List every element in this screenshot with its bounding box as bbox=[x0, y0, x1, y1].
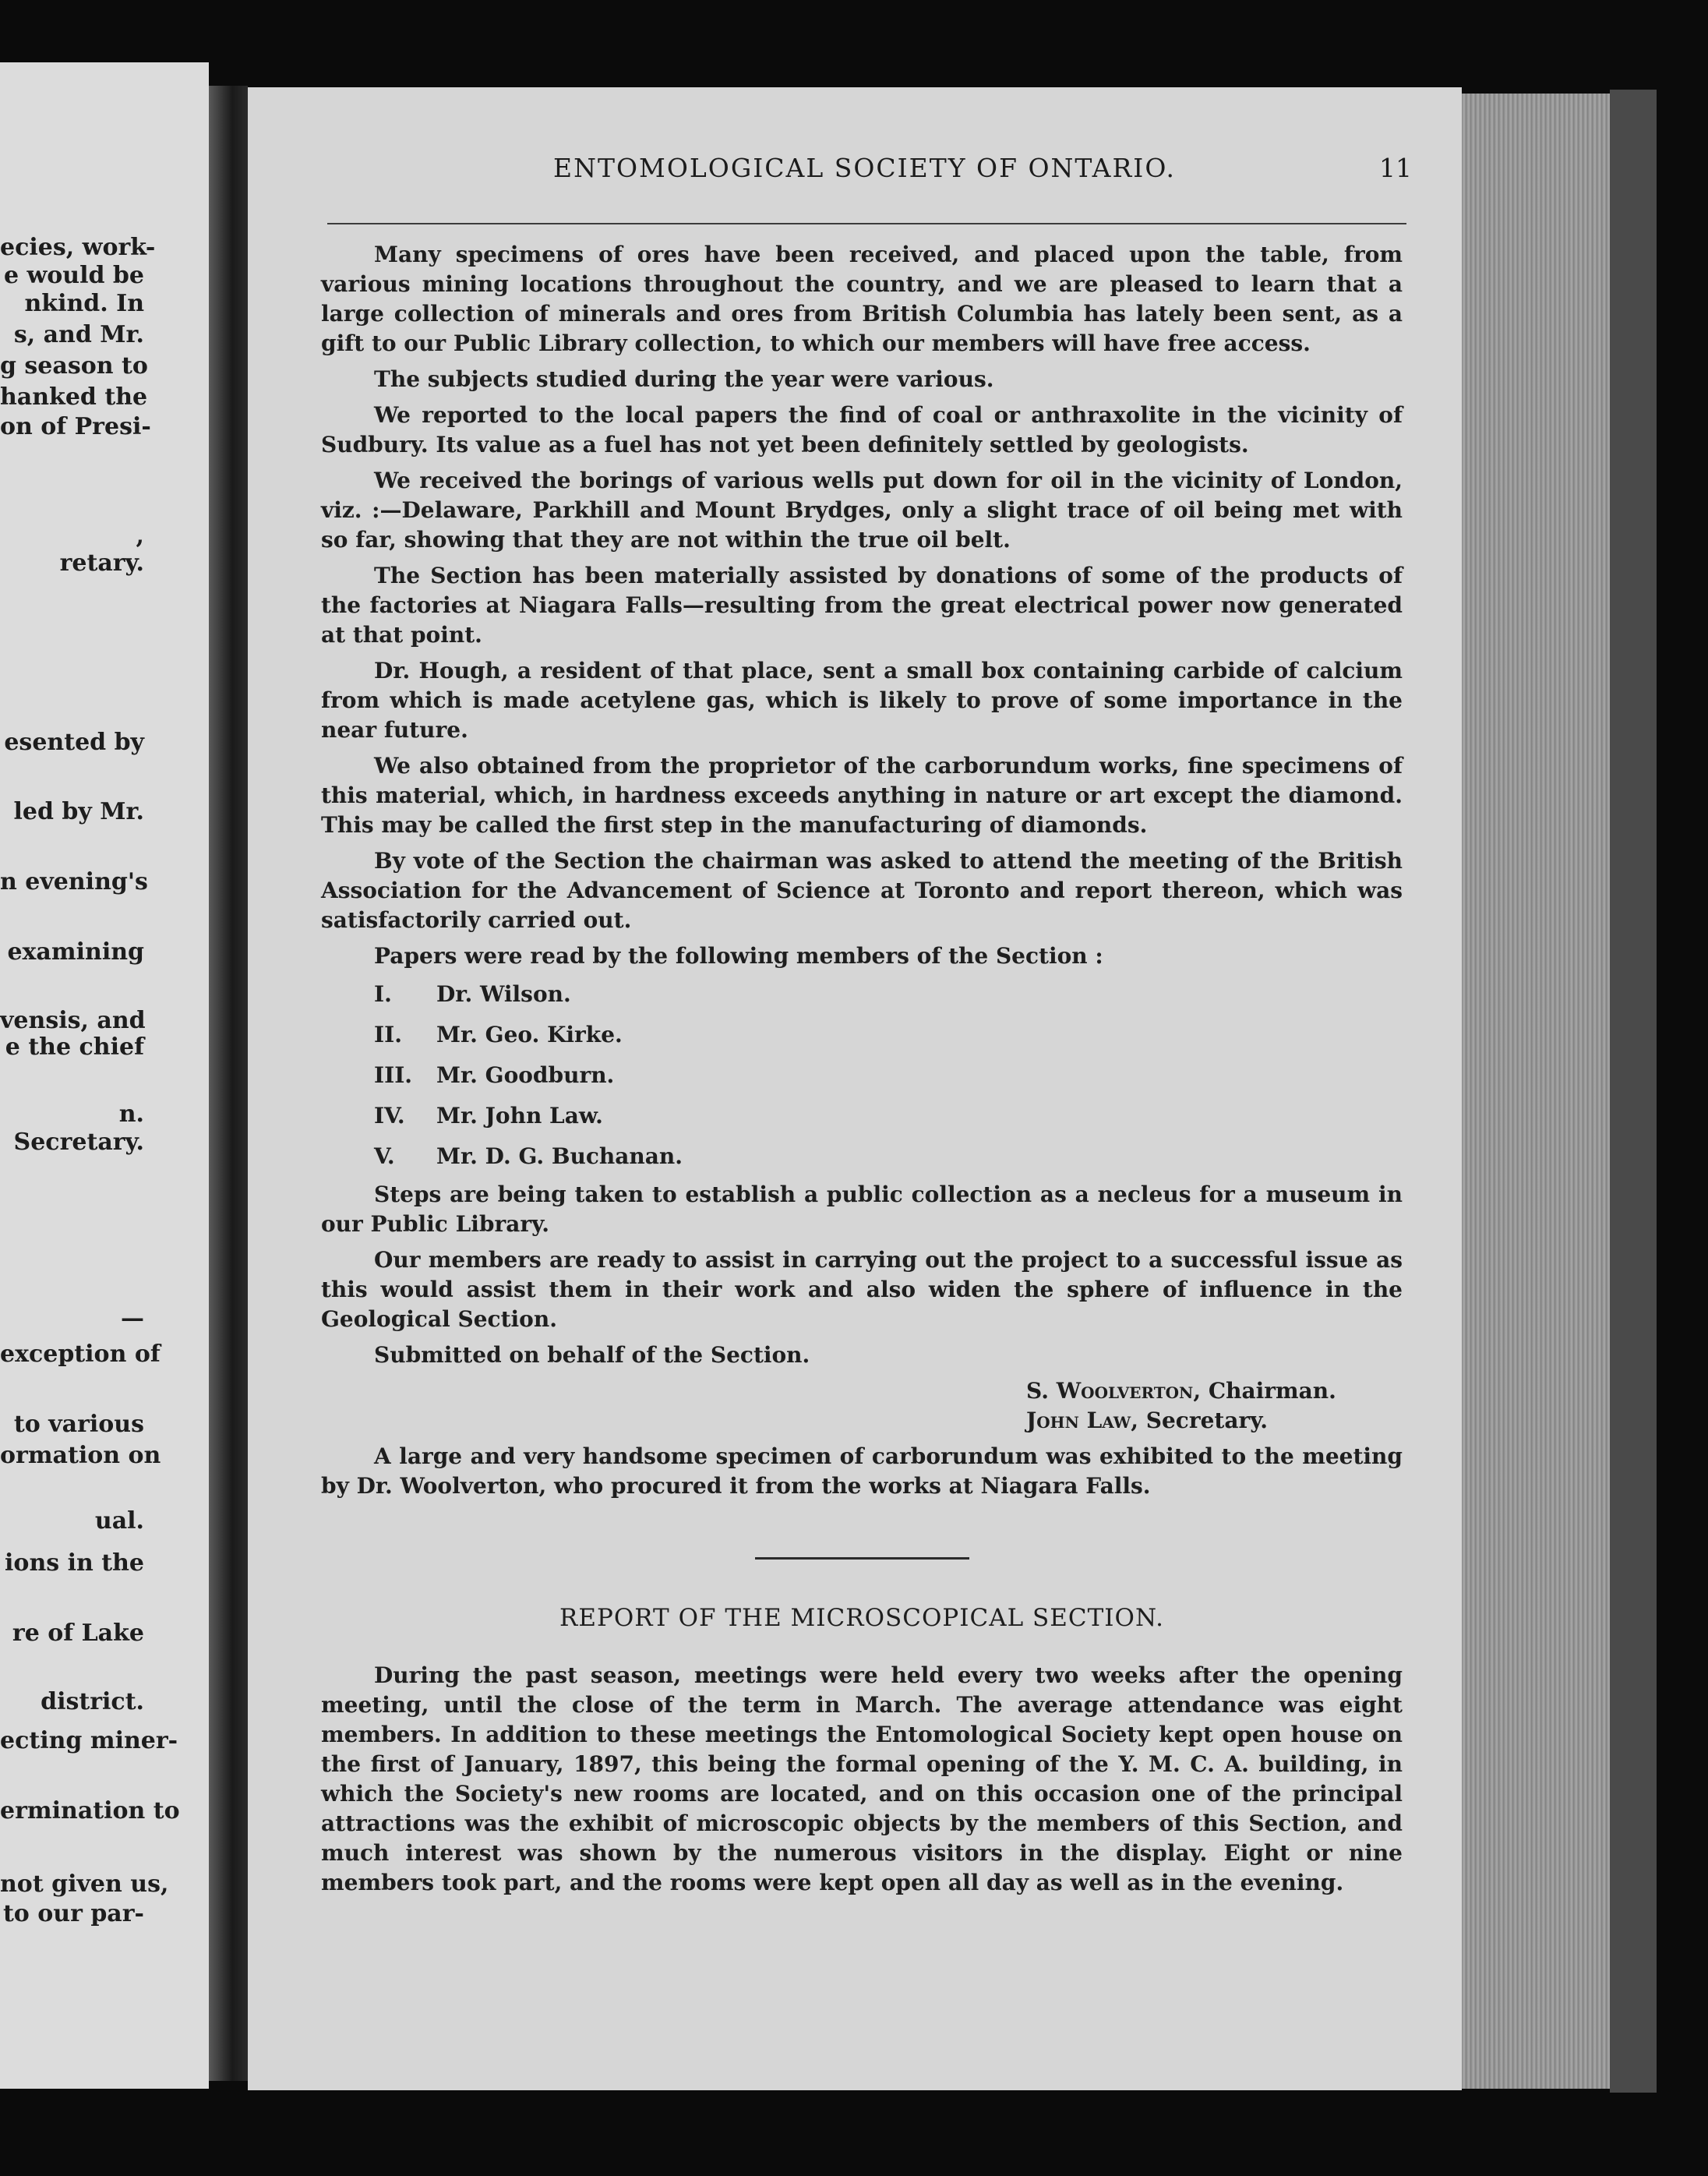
list-text: Mr. Geo. Kirke. bbox=[436, 1022, 623, 1047]
book-cover-edge bbox=[1610, 90, 1657, 2093]
page-edges bbox=[1462, 94, 1610, 2089]
facing-page-line: exception of bbox=[0, 1341, 161, 1368]
section-divider bbox=[755, 1557, 969, 1560]
facing-page-line: e would be bbox=[3, 262, 144, 289]
paragraph: The subjects studied during the year were various. bbox=[374, 366, 994, 392]
section-heading: REPORT OF THE MICROSCOPICAL SECTION. bbox=[559, 1604, 1164, 1632]
facing-page-line: ecting miner- bbox=[0, 1727, 178, 1754]
paragraph: Papers were read by the following members of the Section : bbox=[374, 943, 1103, 969]
signatory-title: , Secretary. bbox=[1131, 1408, 1269, 1433]
facing-page-line: retary. bbox=[59, 549, 144, 577]
facing-page-line: to our par- bbox=[2, 1900, 144, 1927]
facing-page-line: on of Presi- bbox=[0, 413, 151, 440]
book-gutter bbox=[209, 86, 248, 2081]
paragraph: We received the borings of various wells put down for oil in the vicinity of London, viz. :—Delaware, Parkhill and Mount Brydges, only a slight trace of oil being met with so far, showing that they are not within the true oil belt. bbox=[321, 468, 1403, 553]
paragraph: We reported to the local papers the find of coal or anthraxolite in the vicinity of Sudbury. Its value as a fuel has not yet been definitely settled by geologists. bbox=[321, 402, 1403, 457]
list-item bbox=[374, 1058, 1403, 1093]
facing-page-line: re of Lake bbox=[12, 1620, 144, 1647]
facing-page-line: not given us, bbox=[0, 1870, 169, 1898]
facing-page-line: Secretary. bbox=[13, 1129, 144, 1156]
facing-page-line: n. bbox=[118, 1100, 144, 1128]
list-text: Mr. John Law. bbox=[436, 1103, 603, 1129]
facing-page-line: — bbox=[121, 1305, 144, 1332]
signatory-name: John Law bbox=[1026, 1408, 1131, 1433]
list-number: I. bbox=[374, 981, 392, 1007]
list-item bbox=[374, 1099, 1403, 1133]
facing-page-line: district. bbox=[41, 1688, 144, 1715]
running-title: ENTOMOLOGICAL SOCIETY OF ONTARIO. bbox=[553, 153, 1176, 183]
facing-page-line: , bbox=[136, 522, 144, 549]
list-text: Dr. Wilson. bbox=[436, 981, 571, 1007]
facing-page-line: to various bbox=[13, 1411, 144, 1438]
facing-page-line: ermination to bbox=[0, 1797, 180, 1825]
paragraph: Many specimens of ores have been received, and placed upon the table, from various mining locations throughout the country, and we are pleased to learn that a large collection of minerals and ores from British Columbia has lately been sent, as a gift to our Public Library collection, to which our members will have free access. bbox=[321, 242, 1403, 356]
facing-page-line: ual. bbox=[94, 1507, 144, 1535]
facing-page-line: e the chief bbox=[5, 1033, 144, 1061]
running-header bbox=[312, 153, 1418, 192]
papers-list bbox=[321, 977, 1403, 1174]
list-number: III. bbox=[374, 1062, 413, 1088]
facing-page-line: hanked the bbox=[0, 383, 148, 411]
paragraph: We also obtained from the proprietor of the carborundum works, fine specimens of this material, which, in hardness exceeds anything in nature or art except the diamond. This may be called the first step in the manufacturing of diamonds. bbox=[321, 753, 1403, 838]
signature-chairman bbox=[1026, 1376, 1403, 1406]
page-body bbox=[321, 240, 1403, 1904]
list-item bbox=[374, 1139, 1403, 1174]
facing-page-line: n evening's bbox=[0, 868, 148, 895]
paragraph: By vote of the Section the chairman was asked to attend the meeting of the British Association for the Advancement of Science at Toronto and report thereon, which was satisfactorily carried out. bbox=[321, 848, 1403, 933]
list-text: Mr. Goodburn. bbox=[436, 1062, 615, 1088]
facing-page-line: vensis, and bbox=[0, 1007, 146, 1034]
facing-page-line: ions in the bbox=[5, 1549, 144, 1577]
signature-secretary bbox=[1026, 1406, 1403, 1436]
facing-page-line: examining bbox=[7, 938, 144, 966]
list-number: II. bbox=[374, 1022, 402, 1047]
list-item bbox=[374, 977, 1403, 1012]
list-text: Mr. D. G. Buchanan. bbox=[436, 1143, 683, 1169]
facing-page-line: g season to bbox=[0, 352, 148, 380]
paragraph: During the past season, meetings were held every two weeks after the opening meeting, until the close of the term in March. The average attendance was eight members. In addition to these meetings the Entomological Society kept open house on the first of January, 1897, this being the formal opening of the Y. M. C. A. building, in which the Society's new rooms are located, and on this occasion one of the principal attractions was the exhibit of microscopic objects by the members of this Section, and much interest was shown by the numerous visitors in the display. Eight or nine members took part, and the rooms were kept open all day as well as in the evening. bbox=[321, 1662, 1403, 1895]
facing-page-line: ecies, work- bbox=[0, 234, 156, 261]
geological-report bbox=[321, 240, 1403, 971]
signatory-title: , Chairman. bbox=[1193, 1378, 1336, 1404]
facing-page-line: led by Mr. bbox=[13, 798, 144, 825]
paragraph: A large and very handsome specimen of carborundum was exhibited to the meeting by Dr. Woolverton, who procured it from the works at Niagara Falls. bbox=[321, 1443, 1403, 1499]
paragraph: The Section has been materially assisted by donations of some of the products of the factories at Niagara Falls—resulting from the great electrical power now generated at that point. bbox=[321, 563, 1403, 648]
list-item bbox=[374, 1018, 1403, 1052]
paragraph: Our members are ready to assist in carrying out the project to a successful issue as this would assist them in their work and also widen the sphere of influence in the Geological Section. bbox=[321, 1247, 1403, 1332]
facing-page-line: ormation on bbox=[0, 1442, 161, 1469]
header-rule bbox=[327, 223, 1406, 224]
signatory-name: S. Woolverton bbox=[1026, 1378, 1194, 1404]
facing-page-line: esented by bbox=[4, 729, 144, 756]
facing-page-line: nkind. In bbox=[24, 290, 144, 317]
paragraph: Steps are being taken to establish a public collection as a necleus for a museum in our Public Library. bbox=[321, 1182, 1403, 1237]
facing-page-line: s, and Mr. bbox=[13, 321, 144, 348]
page-number: 11 bbox=[1379, 153, 1412, 183]
list-number: IV. bbox=[374, 1103, 405, 1129]
paragraph: Submitted on behalf of the Section. bbox=[374, 1342, 810, 1368]
paragraph: Dr. Hough, a resident of that place, sent a small box containing carbide of calcium from which is made acetylene gas, which is likely to prove of some importance in the near future. bbox=[321, 658, 1403, 743]
list-number: V. bbox=[374, 1143, 395, 1169]
